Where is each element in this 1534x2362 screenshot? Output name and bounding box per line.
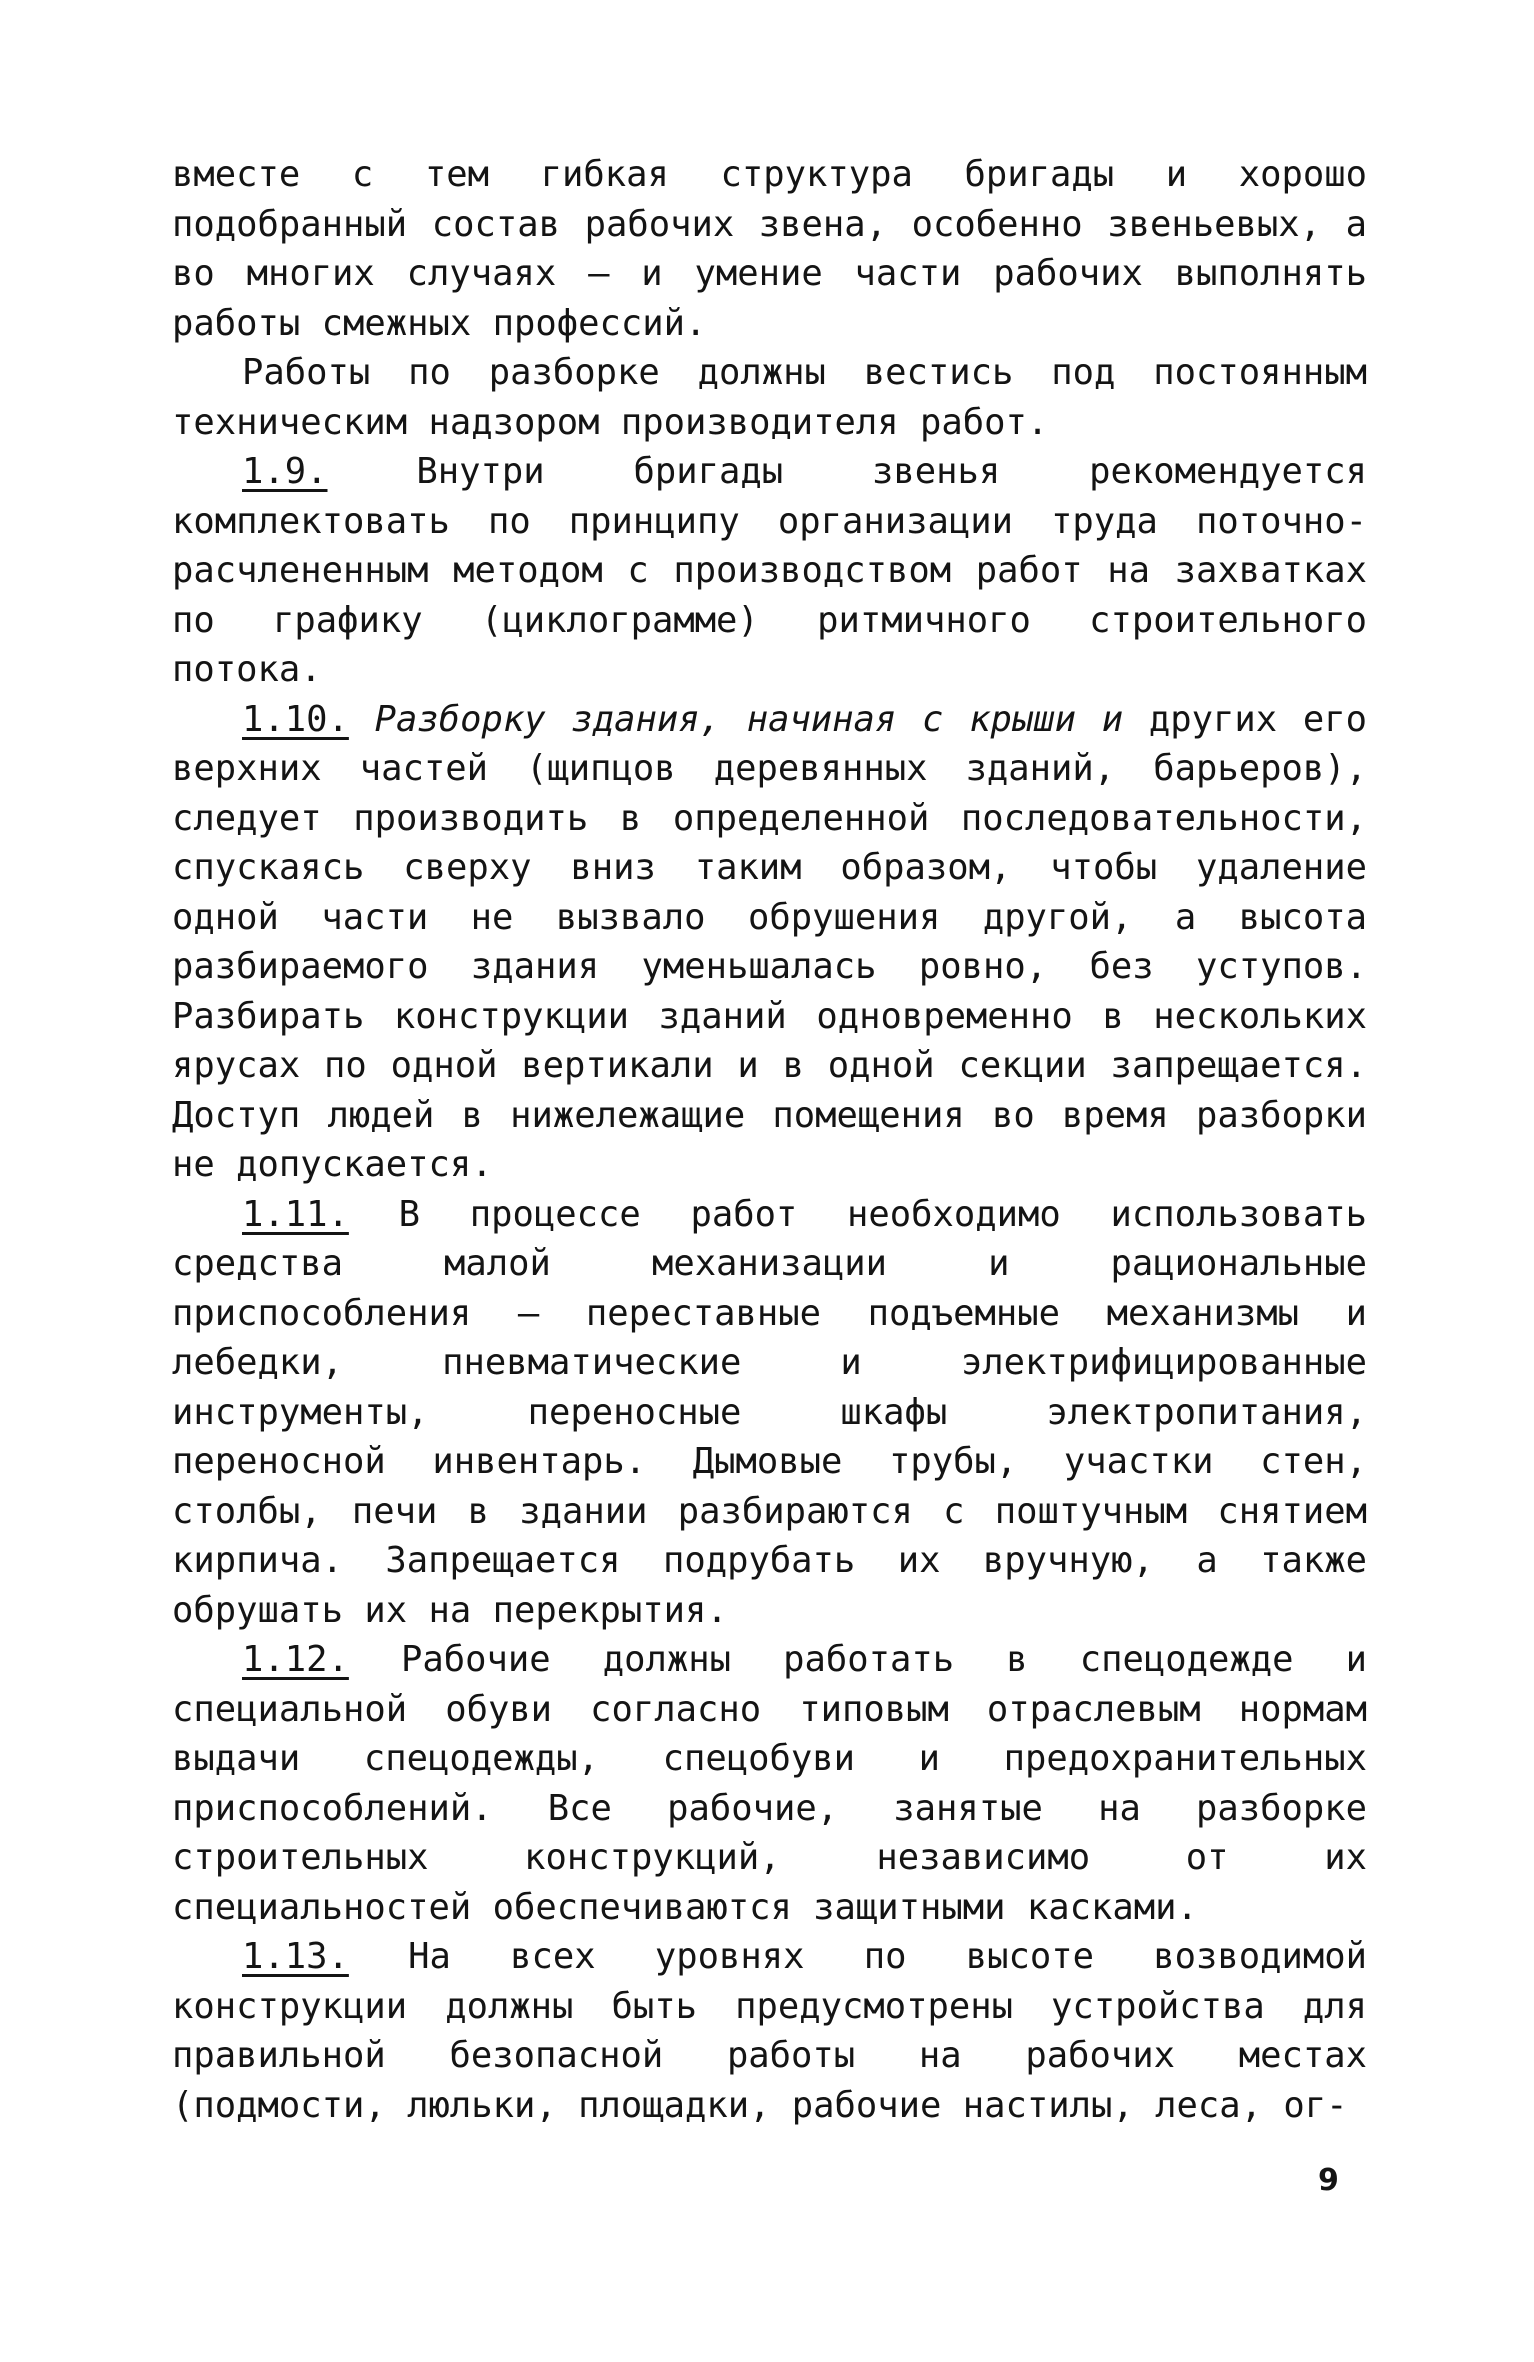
section-number: 1.12. [242, 1639, 349, 1680]
section-number: 1.10. [242, 698, 349, 740]
document-body [172, 150, 1367, 2130]
section-1-13 [172, 1932, 1367, 2130]
paragraph-lead-italic: Разборку здания, начиная с крыши и [348, 698, 1124, 740]
section-1-9 [172, 447, 1367, 695]
page-number: 9 [1318, 2163, 1339, 2198]
section-1-11 [172, 1190, 1367, 1636]
paragraph-text: Работы по разборке должны вестись под постоянным техническим надзором производителя работ. [172, 352, 1367, 443]
section-number: 1.9. [242, 451, 328, 492]
section-1-10 [172, 695, 1367, 1190]
paragraph-text: В процессе работ необходимо использовать средства малой механизации и рациональные приспособления – переставные подъемные механизмы и лебедки, пневматические и электрифицированные инструменты, переносные шкафы электропитания, переносной инвентарь. Дымовые трубы, участки стен, столбы, печи в здании разбираются с поштучным снятием кирпича. Запрещается подрубать их вручную, а также обрушать их на перекрытия. [172, 1193, 1367, 1631]
paragraph-text: Внутри бригады звенья рекомендуется комплектовать по принципу организации труда поточно-расчлененным методом с производством работ на захватках по графику (циклограмме) ритмичного строительного потока. [172, 451, 1367, 690]
paragraph-supervision [172, 348, 1367, 447]
paragraph-text: Рабочие должны работать в спецодежде и специальной обуви согласно типовым отраслевым нормам выдачи спецодежды, спецобуви и предохранительных приспособлений. Все рабочие, занятые на разборке строительных конструкций, независимо от их специальностей обеспечиваются защитными касками. [172, 1639, 1367, 1928]
paragraph-continuation [172, 150, 1367, 348]
section-number: 1.13. [242, 1936, 349, 1977]
section-number: 1.11. [242, 1193, 349, 1235]
section-1-12 [172, 1635, 1367, 1932]
paragraph-text: вместе с тем гибкая структура бригады и хорошо подобранный состав рабочих звена, особенно звеньевых, а во многих случаях – и умение части рабочих выполнять работы смежных профессий. [172, 154, 1367, 344]
paragraph-text: других его верхних частей (щипцов деревянных зданий, барьеров), следует производить в определенной последовательности, спускаясь сверху вниз таким образом, чтобы удаление одной части не вызвало обрушения другой, а высота разбираемого здания уменьшалась ровно, без уступов. Разбирать конструкции зданий одновременно в нескольких ярусах по одной вертикали и в одной секции запрещается. Доступ людей в нижележащие помещения во время разборки не допускается. [172, 698, 1367, 1185]
paragraph-text: На всех уровнях по высоте возводимой конструкции должны быть предусмотрены устройства для правильной безопасной работы на рабочих местах (подмости, люльки, площадки, рабочие настилы, леса, ог- [172, 1936, 1367, 2126]
